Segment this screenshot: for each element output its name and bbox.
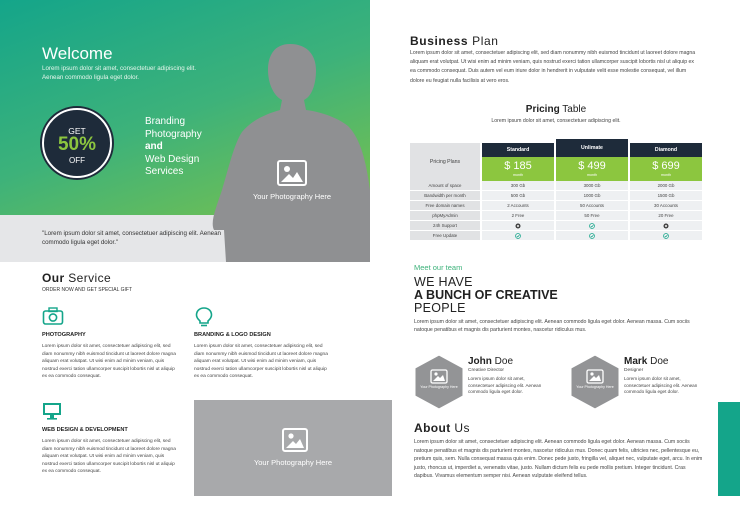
service-line: and <box>145 141 163 152</box>
check-icon <box>630 231 702 240</box>
accent-tab <box>718 402 740 496</box>
photo-placeholder-label: Your Photography Here <box>252 192 332 201</box>
pricing-plans-label: Pricing Plans <box>410 143 480 181</box>
team-text: Lorem ipsum dolor sit amet, consectetuer adipiscing elit. Aenean commodo ligula eget dolor. Aenean massa. Cum sociis natoque penatibus et magnis dis parturient montes, nascetur ridiculus mus. <box>414 319 690 334</box>
meet-team-label: Meet our team <box>414 263 463 272</box>
service-title: PHOTOGRAPHY <box>42 332 86 338</box>
pricing-feature: Free Update <box>410 231 480 240</box>
pricing-value: 300 Gb <box>482 181 554 190</box>
plan-price-box <box>630 157 702 181</box>
pricing-row <box>410 221 702 231</box>
plan-name: Diamond <box>630 143 702 157</box>
pricing-feature: Bandwidth per month <box>410 191 480 200</box>
plan-price-box <box>556 157 628 181</box>
service-line: Photography <box>145 128 202 140</box>
our-service-subtitle: ORDER NOW AND GET SPECIAL GIFT <box>42 287 133 293</box>
check-icon <box>482 231 554 240</box>
business-plan-text: Lorem ipsum dolor sit amet, consectetuer adipiscing elit, sed diam nonummy nibh euismod tincidunt ut laoreet dolore magna aliquam erat volutpat. Ut wisi enim ad minim veniam, quis nostrud exerci tation ullamcorper suscipit lobortis nisl ut aliquip ex ea commodo consequat. Duis autem vel eum iriure dolor in hendrerit in vulputate velit esse molestie consequat, vel illum dolore eu feugiat nulla facilisis at vero eros. <box>410 50 696 84</box>
discount-badge <box>42 108 112 178</box>
service-text: Lorem ipsum dolor sit amet, consectetuer adipiscing elit, sed diam nonummy nibh euismod tincidunt ut laoreet dolore magna aliquam erat volutpat. Ut wisi enim ad minim veniam, quis nostrud exerci tation ullamcorper suscipit lobortis nisl ut aliquip ex ea commodo consequat. <box>194 344 328 380</box>
pricing-value: 2 Free <box>482 211 554 220</box>
pricing-value: 2000 Gb <box>630 181 702 190</box>
plan-standard <box>482 143 554 181</box>
person-silhouette <box>210 40 370 262</box>
member-role: Designer <box>624 368 644 373</box>
pricing-feature: Amount of space <box>410 181 480 190</box>
pricing-feature: Free domain names <box>410 201 480 210</box>
check-icon <box>556 221 628 230</box>
pricing-row <box>410 181 702 191</box>
hero-banner <box>0 0 370 262</box>
team-headline-2: A BUNCH OF CREATIVE <box>414 288 558 302</box>
photo-placeholder-icon <box>282 428 308 452</box>
photo-placeholder <box>194 400 392 496</box>
pricing-row <box>410 211 702 221</box>
plan-price: $ 499 <box>578 160 606 172</box>
lightbulb-icon <box>194 306 216 328</box>
business-plan-title: Business Plan <box>410 34 499 48</box>
pricing-rows <box>410 181 702 241</box>
badge-get: GET <box>68 126 86 136</box>
plan-price: $ 185 <box>504 160 532 172</box>
service-title: WEB DESIGN & DEVELOPMENT <box>42 427 128 433</box>
hero-quote: "Lorem ipsum dolor sit amet, consectetuer adipiscing elit. Aenean commodo ligula eget dolor." <box>42 230 221 246</box>
service-branding <box>194 306 329 381</box>
pricing-value: 3000 Gb <box>556 181 628 190</box>
pricing-value: 500 Gb <box>482 191 554 200</box>
pricing-row <box>410 201 702 211</box>
pricing-feature: 24h Support <box>410 221 480 230</box>
service-text: Lorem ipsum dolor sit amet, consectetuer adipiscing elit, sed diam nonummy nibh euismod tincidunt ut laoreet dolore magna aliquam erat volutpat. Ut wisi enim ad minim veniam, quis nostrud exerci tation ullamcorper suscipit lobortis nisl ut aliquip ex ea commodo consequat. <box>42 344 176 380</box>
plan-period: month <box>661 173 671 177</box>
welcome-heading: Welcome <box>42 44 113 63</box>
badge-off: OFF <box>69 156 85 165</box>
plan-period: month <box>587 173 597 177</box>
pricing-value: 50 Free <box>556 211 628 220</box>
member-photo <box>570 354 620 410</box>
pricing-value: 2 Accounts <box>482 201 554 210</box>
team-headline-3: PEOPLE <box>414 301 466 315</box>
member-role: Creative Director <box>468 368 504 373</box>
member-text: Lorem ipsum dolor sit amet, consectetuer adipiscing elit. Aenean commodo ligula eget dolor. <box>468 376 542 395</box>
team-headline-1: WE HAVE <box>414 275 473 289</box>
monitor-icon <box>42 401 64 423</box>
service-line: Services <box>145 166 184 177</box>
pricing-table-subtitle: Lorem ipsum dolor sit amet, consectetuer adipiscing elit. <box>491 118 621 124</box>
cross-icon <box>630 221 702 230</box>
plan-period: month <box>513 173 523 177</box>
plan-price: $ 699 <box>652 160 680 172</box>
service-web-design <box>42 401 177 476</box>
camera-icon <box>42 306 64 328</box>
member-name: Mark Doe <box>624 356 669 367</box>
photo-placeholder-label: Your Photography Here <box>253 458 333 467</box>
plan-name: Standard <box>482 143 554 157</box>
service-line: Web Design <box>145 153 200 165</box>
check-icon <box>556 231 628 240</box>
our-service-title: Our Service <box>42 271 112 285</box>
pricing-row <box>410 191 702 201</box>
member-photo-label: Your Photography Here <box>420 385 458 389</box>
pricing-table-title: Pricing Table <box>525 104 587 115</box>
member-photo-label: Your Photography Here <box>576 385 614 389</box>
pricing-value: 1500 Gb <box>630 191 702 200</box>
member-photo <box>414 354 464 410</box>
pricing-row <box>410 231 702 241</box>
plan-price-box <box>482 157 554 181</box>
about-us-text: Lorem ipsum dolor sit amet, consectetuer adipiscing elit. Aenean commodo ligula eget dolor. Aenean massa. Cum sociis natoque penatibus et magnis dis parturient montes, nascetur ridiculus mus. Donec quam felis, ultricies nec, pellentesque eu, pretium quis, sem. Nulla consequat massa quis enim. Donec pede justo, fringilla vel, aliquet nec, vulputate eget, arcu. In enim justo, rhoncus ut, imperdiet a, venenatis vitae, justo. Nullam dictum felis eu pede mollis pretium. Integer tincidunt. Cras dapibus. Vivamus elementum semper nisi. Aenean vulputate eleifend tellus. <box>414 439 703 480</box>
service-photography <box>42 306 177 381</box>
team-member-john <box>414 354 564 410</box>
pricing-table <box>410 139 702 241</box>
service-title: BRANDING & LOGO DESIGN <box>194 332 271 338</box>
plan-name: Unlimate <box>556 139 628 157</box>
pricing-value: 20 Free <box>630 211 702 220</box>
service-line: Branding <box>145 116 186 127</box>
pricing-header <box>410 139 702 181</box>
pricing-value: 30 Accounts <box>630 201 702 210</box>
plan-diamond <box>630 143 702 181</box>
plan-unlimate <box>556 139 628 181</box>
about-us-title: About Us <box>414 421 470 435</box>
pricing-value: 50 Accounts <box>556 201 628 210</box>
member-text: Lorem ipsum dolor sit amet, consectetuer adipiscing elit. Aenean commodo ligula eget dolor. <box>624 376 698 395</box>
pricing-feature: phpMyAdmin <box>410 211 480 220</box>
pricing-value: 1000 Gb <box>556 191 628 200</box>
photo-placeholder-icon <box>277 160 307 186</box>
cross-icon <box>482 221 554 230</box>
service-text: Lorem ipsum dolor sit amet, consectetuer adipiscing elit, sed diam nonummy nibh euismod tincidunt ut laoreet dolore magna aliquam erat volutpat. Ut wisi enim ad minim veniam, quis nostrud exerci tation ullamcorper suscipit lobortis nisl ut aliquip ex ea commodo consequat. <box>42 439 176 475</box>
member-name: John Doe <box>468 356 514 367</box>
badge-percent: 50% <box>57 134 97 155</box>
welcome-text: Lorem ipsum dolor sit amet, consectetuer adipiscing elit. Aenean commodo ligula eget dolor. <box>42 65 197 81</box>
team-member-mark <box>570 354 720 410</box>
